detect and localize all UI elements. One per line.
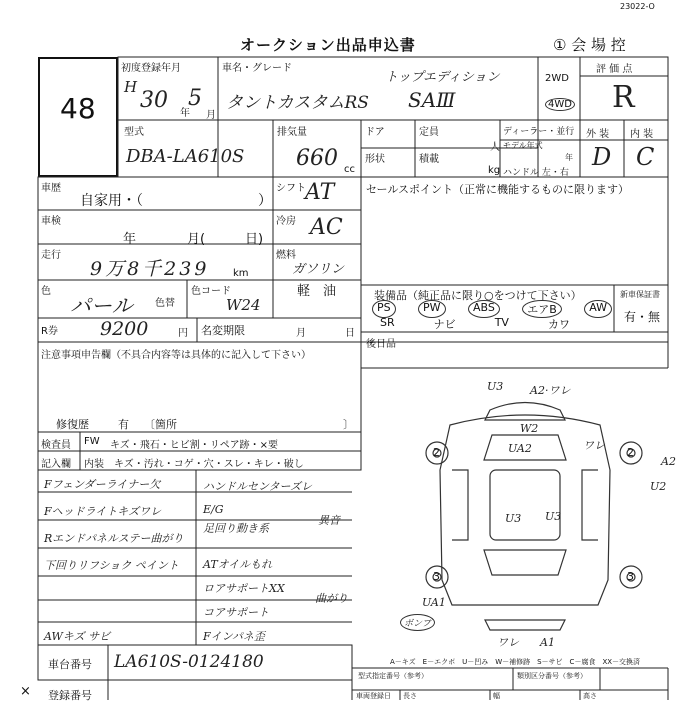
- recycle-unit: 円: [178, 328, 188, 339]
- later-date-label: 後日品: [366, 339, 396, 350]
- mark-a1: A1: [540, 636, 555, 649]
- length-label: 長さ: [403, 692, 417, 700]
- score-value: R: [612, 80, 635, 115]
- mark-ua1: UA1: [422, 596, 446, 609]
- wheel-num-2-left: 2: [433, 446, 440, 459]
- displacement-label: 排気量: [277, 127, 307, 138]
- entry-label: 記入欄: [41, 459, 71, 470]
- equip-abs: ABS: [468, 300, 500, 318]
- model-year-unit: 年: [565, 153, 573, 162]
- recycle-label: R券: [41, 326, 58, 337]
- int-items: キズ・汚れ・コゲ・穴・スレ・キレ・破し: [114, 459, 304, 470]
- fw-items: キズ・飛石・ヒビ割・リペア跡・×要: [110, 440, 278, 451]
- model-type-value: DBA-LA610S: [126, 146, 245, 167]
- mileage-value: 9万8千239: [90, 258, 210, 280]
- mark-crack-right: ワレ: [583, 439, 605, 452]
- ac-label: 冷房: [276, 216, 296, 227]
- inspection-label: 車検: [41, 216, 61, 227]
- wheel-num-2-right: 2: [627, 446, 634, 459]
- chassis-label: 車台番号: [48, 658, 92, 671]
- chassis-value: LA610S-0124180: [114, 652, 264, 672]
- exterior-value: D: [592, 143, 612, 171]
- comment-left-0: Fフェンダーライナー欠: [44, 478, 161, 491]
- int-label: 内装: [84, 459, 104, 470]
- reg-date-label: 車両登録日: [356, 692, 391, 700]
- registration-month-unit: 月: [206, 110, 216, 121]
- car-edition: トップエディション: [385, 70, 500, 85]
- model-type-label: 型式: [124, 127, 144, 138]
- fuel-alt: 軽 油: [297, 284, 337, 299]
- mileage-label: 走行: [41, 250, 61, 261]
- displacement-unit: cc: [344, 164, 355, 175]
- registration-year: 30: [140, 88, 168, 113]
- mileage-unit: km: [233, 268, 249, 279]
- name-change-day: 日: [345, 328, 355, 339]
- repair-label: 修復歴: [56, 418, 89, 431]
- reg-x-mark: ×: [20, 684, 31, 699]
- mark-crack-bottom: ワレ: [497, 636, 519, 649]
- damage-legend: A－キズ E－エクボ U－凹み W－補修跡 S－サビ C－腐食 XX－交換済: [390, 658, 641, 666]
- exterior-label: 外 装: [586, 129, 610, 140]
- reg-number-label: 登録番号: [48, 689, 92, 702]
- width-label: 幅: [493, 692, 500, 700]
- name-grade-label: 車名・グレード: [222, 63, 292, 74]
- mark-ua2: UA2: [508, 442, 532, 455]
- handle-label: ハンドル 左・右: [503, 168, 569, 178]
- registration-label: 初度登録年月: [121, 63, 181, 74]
- registration-era: H: [124, 78, 138, 96]
- equip-tv: TV: [494, 316, 509, 329]
- displacement-value: 660: [296, 146, 338, 171]
- dealer-label: ディーラー・並行: [503, 127, 575, 137]
- load-unit: kg: [488, 165, 501, 176]
- lot-number: 48: [60, 92, 96, 125]
- shift-value: AT: [305, 180, 335, 205]
- inspection-year-unit: 年: [123, 232, 137, 247]
- comment-left-1: Fヘッドライトキズワレ: [44, 505, 162, 518]
- name-change-month: 月: [296, 328, 306, 339]
- equip-sr: SR: [380, 316, 395, 329]
- history-close: ）: [258, 193, 272, 209]
- inspection-month-unit: 月(: [187, 232, 206, 247]
- car-grade: SAⅢ: [408, 88, 456, 112]
- mark-u3-top: U3: [487, 380, 504, 393]
- car-model: タントカスタムRS: [226, 93, 369, 113]
- wheel-num-3-right: 3: [627, 570, 634, 583]
- color-label: 色: [41, 286, 51, 297]
- registration-month: 5: [188, 86, 202, 111]
- color-code-label: 色コード: [191, 286, 231, 297]
- recycle-value: 9200: [100, 318, 149, 340]
- comment-right-8: Fインパネ歪: [203, 630, 265, 643]
- wheel-num-3-left: 3: [433, 570, 440, 583]
- repair-close: 〕: [343, 418, 354, 431]
- inspection-day-unit: 日): [245, 232, 264, 247]
- ac-value: AC: [310, 215, 343, 240]
- comment-right-4: ATオイルもれ: [203, 558, 273, 571]
- history-label: 車歴: [41, 183, 61, 194]
- mark-a2-top: A2·ワレ: [530, 384, 571, 397]
- repair-place: 〔箇所: [144, 418, 177, 431]
- history-value: 自家用・（: [80, 193, 143, 209]
- venue-label: ① 会 場 控: [553, 36, 626, 54]
- color-code-value: W24: [226, 296, 261, 314]
- form-title: オークション出品申込書: [240, 36, 416, 54]
- fuel-value: ガソリン: [292, 262, 345, 277]
- equip-aw: AW: [584, 300, 612, 318]
- capacity-unit: 人: [490, 142, 500, 153]
- equipment-label: 装備品（純正品に限り○をつけて下さい）: [374, 289, 582, 302]
- equip-airbag: エアB: [522, 300, 562, 318]
- color-value: パール: [70, 294, 133, 318]
- comment-left-2: Rエンドパネルステー曲がり: [44, 532, 184, 545]
- shift-label: シフト: [276, 183, 306, 194]
- comment-right-7: 曲がり: [315, 592, 348, 605]
- fuel-label: 燃料: [276, 250, 296, 261]
- comment-right-1: E/G: [203, 503, 224, 516]
- type-number-label: 型式指定番号（参考）: [358, 672, 428, 680]
- car-diagram: [426, 403, 642, 631]
- doors-label: ドア: [365, 127, 385, 138]
- equip-pw: PW: [418, 300, 446, 318]
- comment-right-3: 異音: [318, 514, 340, 527]
- drive-2wd: 2WD: [545, 73, 569, 84]
- comment-right-0: ハンドルセンターズレ: [203, 480, 313, 493]
- equip-leather: カワ: [547, 318, 570, 331]
- height-label: 高さ: [583, 692, 597, 700]
- mark-u3-left: U3: [505, 512, 522, 525]
- class-number-label: 類別区分番号（参考）: [517, 672, 587, 680]
- equip-navi: ナビ: [433, 318, 456, 331]
- notes-label: 注意事項申告欄（不具合内容等は具体的に記入して下さい）: [41, 350, 311, 361]
- mark-a2-right: A2: [661, 455, 676, 468]
- mark-u2: U2: [650, 480, 667, 493]
- comment-right-2: 足回り動き系: [203, 522, 269, 535]
- warranty-value: 有・無: [624, 310, 661, 324]
- comment-left-4: AWキズ サビ: [44, 630, 111, 643]
- equipment-row2: [380, 316, 570, 332]
- name-change-label: 名変期限: [201, 324, 245, 337]
- load-label: 積載: [419, 154, 439, 165]
- mark-bumper: ボンプ: [400, 614, 435, 631]
- fw-label: FW: [84, 436, 100, 447]
- shape-label: 形状: [365, 154, 385, 165]
- mark-w2: W2: [520, 422, 539, 435]
- comment-left-3: 下回りリフショク ペイント: [44, 559, 179, 572]
- interior-label: 内 装: [630, 129, 654, 140]
- drive-4wd: 4WD: [545, 98, 575, 111]
- inspector-label: 検査員: [41, 440, 71, 451]
- score-label: 評 価 点: [596, 64, 633, 75]
- interior-value: C: [636, 143, 655, 171]
- registration-year-unit: 年: [180, 108, 190, 119]
- capacity-label: 定員: [419, 127, 439, 138]
- model-year-label: モデル年式: [503, 141, 543, 150]
- sales-point-label: セールスポイント（正常に機能するものに限ります）: [366, 183, 630, 196]
- comment-right-6: コアサポート: [203, 606, 269, 619]
- equip-ps: PS: [372, 300, 396, 318]
- repair-value: 有: [118, 418, 129, 431]
- comment-right-5: ロアサポートXX: [203, 582, 285, 595]
- mark-u3-right: U3: [545, 510, 562, 523]
- doc-code: 23022-O: [620, 2, 655, 11]
- warranty-label: 新車保証書: [620, 290, 660, 299]
- color-change-label: 色替: [155, 298, 175, 309]
